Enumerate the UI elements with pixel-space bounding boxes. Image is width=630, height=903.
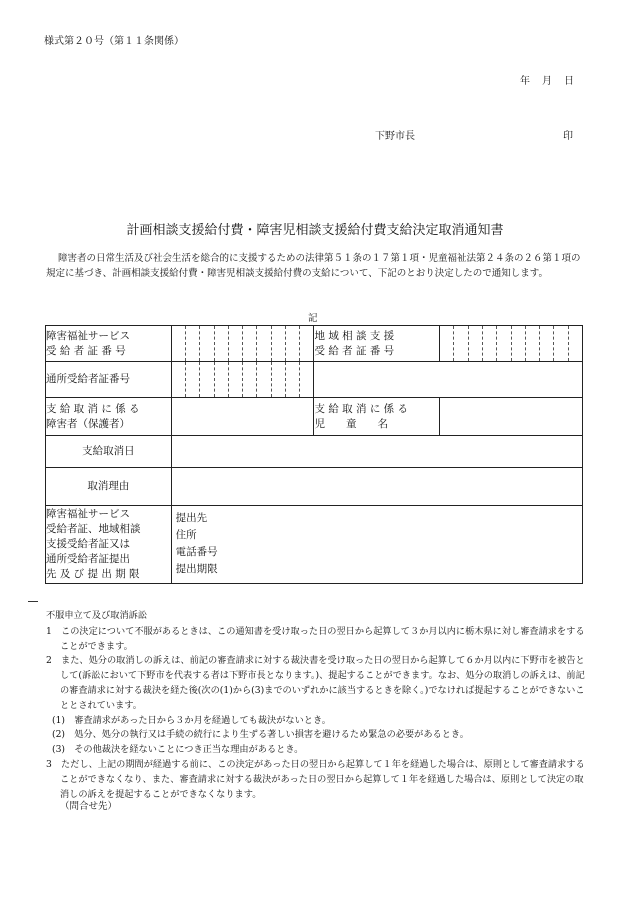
cancel-date-label: 支給取消日 xyxy=(46,436,172,468)
person-label: 支 給 取 消 に 係 る 障害者（保護者） xyxy=(46,398,172,436)
intro-paragraph: 障害者の日常生活及び社会生活を総合的に支援するための法律第５１条の１７第１項・児童福祉法第２４条の２６第１項の規定に基づき、計画相談支援給付費・障害児相談支援給付費の支給について、下記のとおり決定したので通知します。 xyxy=(46,253,581,279)
table-row-reason xyxy=(46,468,583,506)
regional-digit-cell[interactable] xyxy=(554,326,568,362)
appeal-subitem-3: (3) その他裁決を経ないことにつき正当な理由があるとき。 xyxy=(52,744,304,756)
regional-cert-number-label: 地 域 相 談 支 援 受 給 者 証 番 号 xyxy=(314,326,440,362)
cert-number-label: 障害福祉サービス 受 給 者 証 番 号 xyxy=(46,326,172,362)
section-divider xyxy=(28,601,38,602)
submission-label: 障害福祉サービス 受給者証、地域相談 支援受給者証又は 通所受給者証提出 先 及 び 提 出 期 限 xyxy=(46,506,172,584)
table-row-daycare xyxy=(46,362,583,398)
daycare-digit-cell[interactable] xyxy=(285,362,299,398)
daycare-number-label: 通所受給者証番号 xyxy=(46,362,172,398)
cancel-date-field[interactable] xyxy=(171,436,582,468)
regional-digit-cell[interactable] xyxy=(468,326,482,362)
notice-table xyxy=(45,325,583,584)
cert-digit-cell[interactable] xyxy=(185,326,199,362)
regional-digit-cell[interactable] xyxy=(568,326,582,362)
cert-digit-cell[interactable] xyxy=(200,326,214,362)
regional-digit-cell[interactable] xyxy=(540,326,554,362)
regional-digit-cell[interactable] xyxy=(497,326,511,362)
seal-mark: 印 xyxy=(563,131,573,142)
cert-digit-cell[interactable] xyxy=(171,326,185,362)
appeal-subitem-2: (2) 処分、処分の執行又は手続の続行により生ずる著しい損害を避けるため緊急の必要があるとき。 xyxy=(52,729,469,741)
contact-label: （問合せ先） xyxy=(60,801,118,812)
table-row-certificates xyxy=(46,326,583,362)
regional-digit-cell[interactable] xyxy=(454,326,468,362)
daycare-digit-cell[interactable] xyxy=(257,362,271,398)
child-label: 支 給 取 消 に 係 る 児 童 名 xyxy=(314,398,440,436)
cert-digit-cell[interactable] xyxy=(214,326,228,362)
cert-digit-cell[interactable] xyxy=(228,326,242,362)
address-label: 住所 xyxy=(175,529,197,541)
regional-digit-cell[interactable] xyxy=(511,326,525,362)
cert-digit-cell[interactable] xyxy=(300,326,314,362)
cert-digit-cell[interactable] xyxy=(285,326,299,362)
appeal-heading: 不服申立て及び取消訴訟 xyxy=(46,610,148,621)
daycare-digit-cell[interactable] xyxy=(243,362,257,398)
cert-digit-cell[interactable] xyxy=(257,326,271,362)
ki-marker: 記 xyxy=(308,313,318,324)
appeal-subitem-1: (1) 審査請求があった日から３か月を経過しても裁決がないとき。 xyxy=(52,714,331,726)
daycare-digit-cell[interactable] xyxy=(171,362,185,398)
appeal-section xyxy=(46,609,586,802)
phone-label: 電話番号 xyxy=(175,546,218,558)
reason-field[interactable] xyxy=(171,468,582,506)
daycare-digit-cell[interactable] xyxy=(214,362,228,398)
daycare-digit-cell[interactable] xyxy=(228,362,242,398)
regional-digit-cell[interactable] xyxy=(483,326,497,362)
destination-label: 提出先 xyxy=(175,512,208,524)
daycare-digit-cell[interactable] xyxy=(200,362,214,398)
appeal-item-1: 1 この決定について不服があるときは、この通知書を受け取った日の翌日から起算して３か月以内に栃木県に対し審査請求をすることができます。 xyxy=(46,625,585,652)
table-row-submission xyxy=(46,506,583,584)
reason-label: 取消理由 xyxy=(46,468,172,506)
table-row-persons xyxy=(46,398,583,436)
regional-digit-cell[interactable] xyxy=(440,326,454,362)
document-title: 計画相談支援給付費・障害児相談支援給付費支給決定取消通知書 xyxy=(126,223,504,238)
daycare-digit-cell[interactable] xyxy=(300,362,314,398)
appeal-item-3: 3 ただし、上記の期間が経過する前に、この決定があった日の翌日から起算して１年を経過した場合は、原則として審査請求することができなくなり、また、審査請求に対する裁決があった日の翌日から起算して１年を経過した場合は、原則として決定の取消しの訴えを提起することができなくなります。 xyxy=(46,758,585,800)
regional-digit-cell[interactable] xyxy=(525,326,539,362)
appeal-item-2: 2 また、処分の取消しの訴えは、前記の審査請求に対する裁決書を受け取った日の翌日から起算して６か月以内に下野市を被告として(訴訟において下野市を代表する者は下野市長となります。)、提起することができます。なお、処分の取消しの訴えは、前記の審査請求に対する裁決を経た後(次の(1)から(3)までのいずれかに該当するときを除く。)でなければ提起することができないこととされています。 xyxy=(46,655,585,711)
person-name-field[interactable] xyxy=(171,398,314,436)
daycare-blank-cell xyxy=(314,362,583,398)
table-row-cancel-date xyxy=(46,436,583,468)
cert-digit-cell[interactable] xyxy=(271,326,285,362)
issue-date: 年 月 日 xyxy=(520,76,575,87)
form-number: 様式第２０号（第１１条関係） xyxy=(44,36,184,47)
daycare-digit-cell[interactable] xyxy=(185,362,199,398)
daycare-digit-cell[interactable] xyxy=(271,362,285,398)
child-name-field[interactable] xyxy=(440,398,583,436)
deadline-label: 提出期限 xyxy=(175,563,218,575)
cert-digit-cell[interactable] xyxy=(243,326,257,362)
issuer-name: 下野市長 xyxy=(375,131,415,142)
submission-destination-field[interactable] xyxy=(171,506,582,584)
